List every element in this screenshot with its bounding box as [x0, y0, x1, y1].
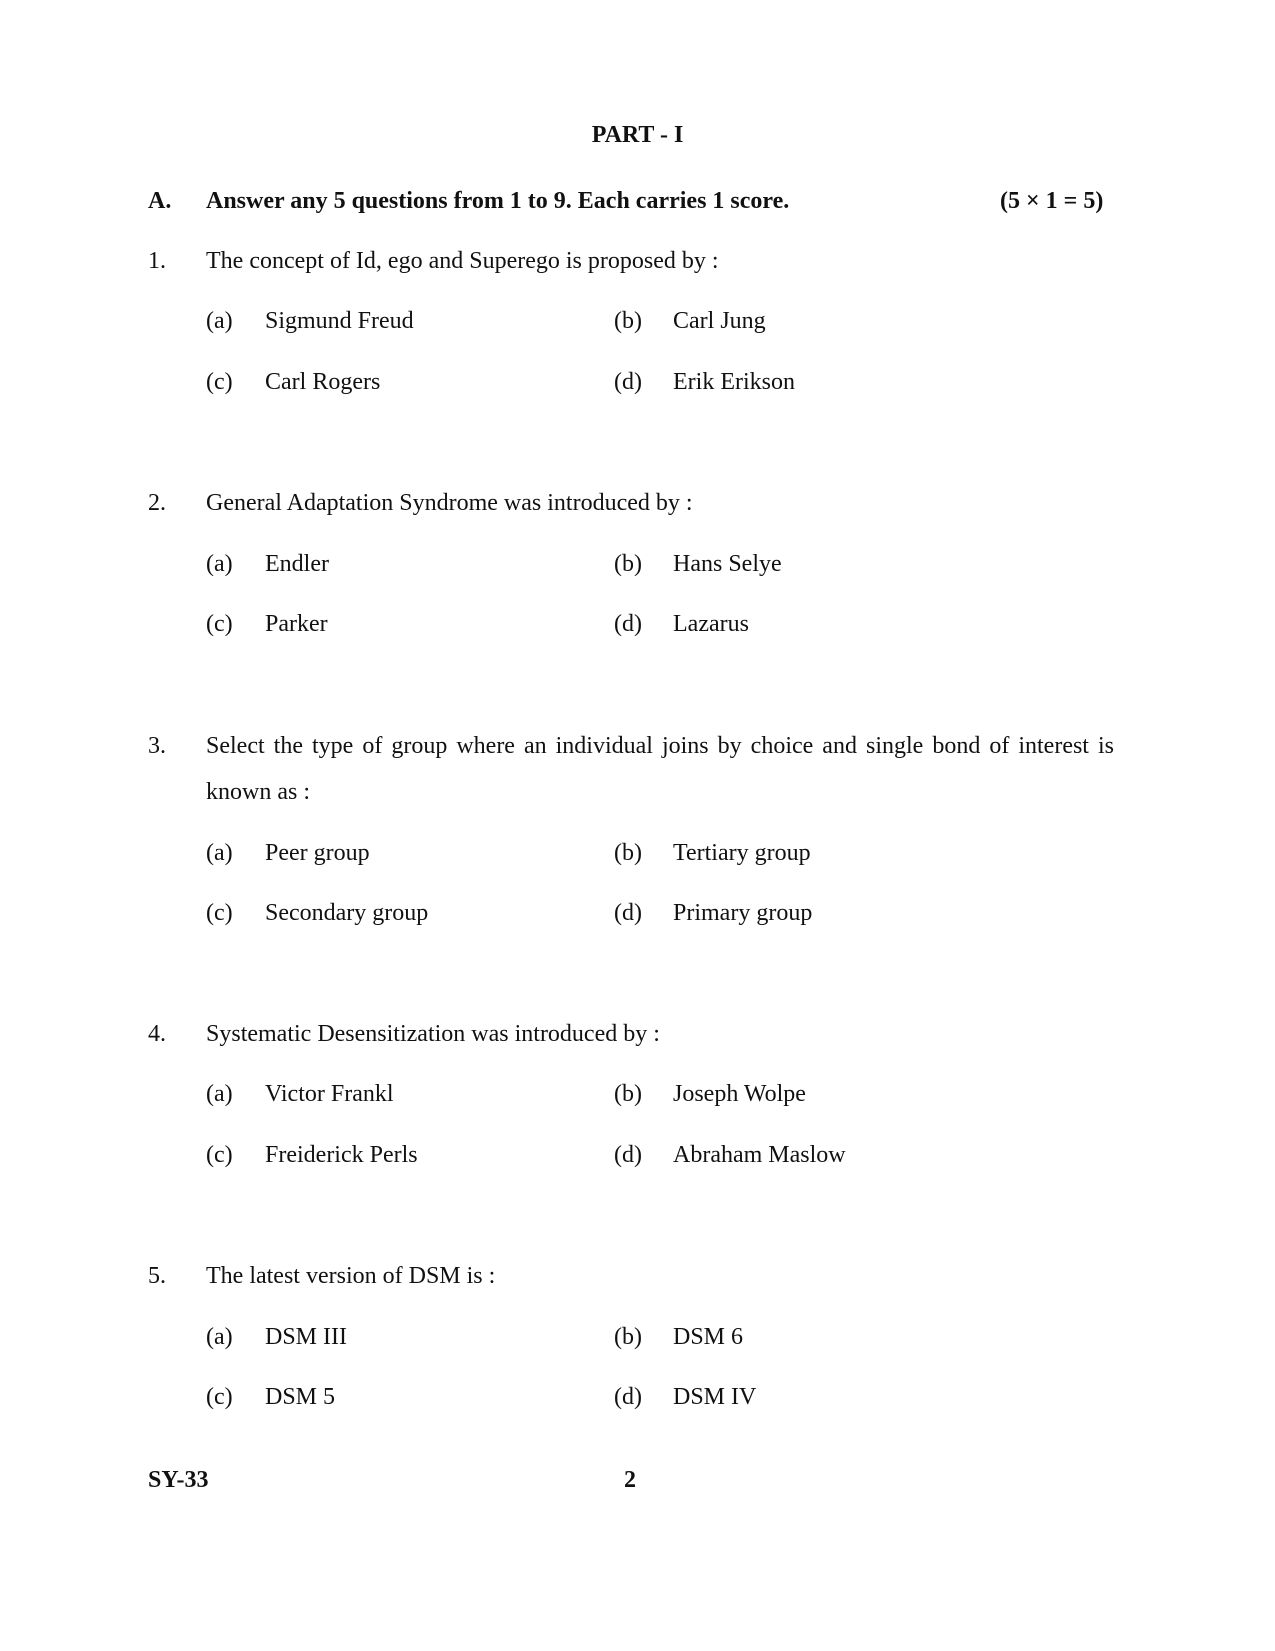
option-text: DSM III: [265, 1324, 347, 1350]
option-label: (c): [206, 369, 233, 395]
part-title: PART - I: [591, 122, 684, 148]
option-label: (d): [614, 900, 642, 926]
option-label: (b): [614, 308, 642, 334]
question-text: The latest version of DSM is :: [206, 1263, 496, 1289]
option-label: (a): [206, 308, 233, 334]
option-text: Parker: [265, 611, 328, 637]
option-label: (d): [614, 369, 642, 395]
option-label: (a): [206, 840, 233, 866]
option-text: Carl Jung: [673, 308, 766, 334]
option-text: Endler: [265, 551, 329, 577]
option-text: DSM IV: [673, 1384, 757, 1410]
option-text: Secondary group: [265, 900, 429, 926]
option-text: Carl Rogers: [265, 369, 381, 395]
option-label: (d): [614, 1384, 642, 1410]
question-text: The concept of Id, ego and Superego is proposed by :: [206, 248, 719, 274]
option-text: Hans Selye: [673, 551, 782, 577]
section-score: (5 × 1 = 5): [1000, 188, 1104, 214]
option-text: DSM 6: [673, 1324, 744, 1350]
question-text-line2: known as :: [206, 779, 310, 805]
option-label: (a): [206, 1081, 233, 1107]
option-label: (d): [614, 1142, 642, 1168]
option-text: Joseph Wolpe: [673, 1081, 806, 1107]
option-text: Primary group: [673, 900, 813, 926]
option-label: (c): [206, 900, 233, 926]
option-text: Lazarus: [673, 611, 749, 637]
question-number: 1.: [148, 248, 166, 274]
question-number: 2.: [148, 490, 166, 516]
option-text: Peer group: [265, 840, 370, 866]
option-label: (c): [206, 1384, 233, 1410]
option-text: Erik Erikson: [673, 369, 795, 395]
page-number: 2: [624, 1467, 636, 1493]
question-number: 4.: [148, 1021, 166, 1047]
option-label: (b): [614, 1081, 642, 1107]
option-label: (d): [614, 611, 642, 637]
option-text: DSM 5: [265, 1384, 336, 1410]
option-text: Freiderick Perls: [265, 1142, 418, 1168]
section-letter: A.: [148, 188, 172, 214]
question-text-line1: Select the type of group where an individual joins by choice and single bond of interest is: [206, 733, 1114, 759]
option-text: Tertiary group: [673, 840, 811, 866]
option-label: (b): [614, 1324, 642, 1350]
question-number: 3.: [148, 733, 166, 759]
option-text: Sigmund Freud: [265, 308, 414, 334]
option-label: (a): [206, 1324, 233, 1350]
question-number: 5.: [148, 1263, 166, 1289]
option-label: (b): [614, 840, 642, 866]
question-text: Systematic Desensitization was introduced by :: [206, 1021, 660, 1047]
option-label: (b): [614, 551, 642, 577]
option-label: (c): [206, 611, 233, 637]
option-label: (a): [206, 551, 233, 577]
option-label: (c): [206, 1142, 233, 1168]
footer-code: SY-33: [148, 1467, 209, 1493]
option-text: Victor Frankl: [265, 1081, 394, 1107]
option-text: Abraham Maslow: [673, 1142, 846, 1168]
question-text: General Adaptation Syndrome was introduced by :: [206, 490, 693, 516]
section-instruction: Answer any 5 questions from 1 to 9. Each carries 1 score.: [206, 188, 790, 214]
